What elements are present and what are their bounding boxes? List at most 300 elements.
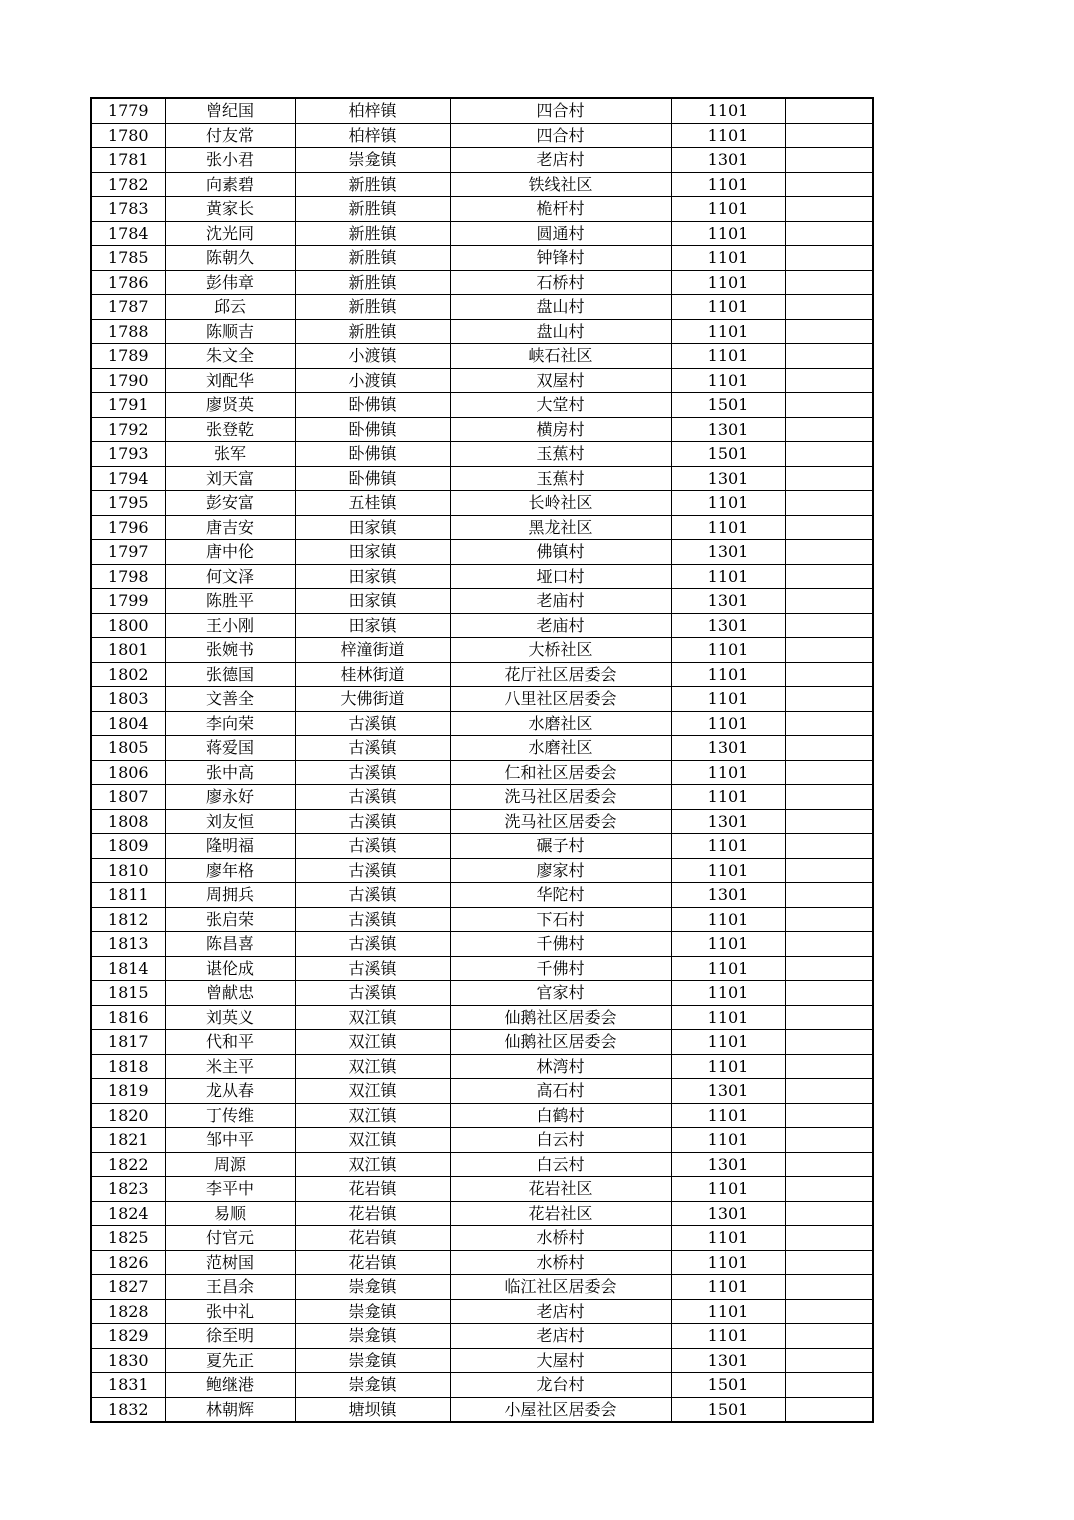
table-row [91,295,873,320]
name-cell: 彭安富 [165,491,295,516]
village-cell: 峡石社区 [450,344,671,369]
code-cell: 1101 [671,1128,785,1153]
code-cell: 1101 [671,932,785,957]
code-cell: 1101 [671,1275,785,1300]
town-cell: 田家镇 [295,540,450,565]
village-cell: 洗马社区居委会 [450,809,671,834]
table-row [91,760,873,785]
note-cell [785,344,873,369]
name-cell: 陈胜平 [165,589,295,614]
town-cell: 崇龛镇 [295,1299,450,1324]
name-cell: 谌伦成 [165,956,295,981]
name-cell: 刘英义 [165,1005,295,1030]
town-cell: 古溪镇 [295,736,450,761]
row-number-cell: 1785 [91,246,165,271]
table-row [91,589,873,614]
name-cell: 周源 [165,1152,295,1177]
code-cell: 1101 [671,907,785,932]
table-row [91,98,873,123]
name-cell: 彭伟章 [165,270,295,295]
code-cell: 1301 [671,589,785,614]
town-cell: 小渡镇 [295,368,450,393]
town-cell: 新胜镇 [295,295,450,320]
note-cell [785,270,873,295]
note-cell [785,1030,873,1055]
village-cell: 仙鹅社区居委会 [450,1005,671,1030]
village-cell: 白云村 [450,1128,671,1153]
village-cell: 老店村 [450,1299,671,1324]
note-cell [785,1103,873,1128]
row-number-cell: 1808 [91,809,165,834]
note-cell [785,711,873,736]
village-cell: 白云村 [450,1152,671,1177]
table-row [91,932,873,957]
table-row [91,319,873,344]
row-number-cell: 1818 [91,1054,165,1079]
table-row [91,956,873,981]
name-cell: 文善全 [165,687,295,712]
table-row [91,1324,873,1349]
table-row [91,491,873,516]
row-number-cell: 1789 [91,344,165,369]
name-cell: 徐至明 [165,1324,295,1349]
row-number-cell: 1781 [91,148,165,173]
name-cell: 刘天富 [165,466,295,491]
town-cell: 双江镇 [295,1030,450,1055]
note-cell [785,760,873,785]
note-cell [785,981,873,1006]
name-cell: 邱云 [165,295,295,320]
row-number-cell: 1784 [91,221,165,246]
row-number-cell: 1810 [91,858,165,883]
name-cell: 付官元 [165,1226,295,1251]
name-cell: 张中高 [165,760,295,785]
village-cell: 老店村 [450,148,671,173]
name-cell: 陈朝久 [165,246,295,271]
table-row [91,1397,873,1422]
table-row [91,246,873,271]
row-number-cell: 1782 [91,172,165,197]
name-cell: 龙从春 [165,1079,295,1104]
note-cell [785,1177,873,1202]
code-cell: 1101 [671,687,785,712]
code-cell: 1501 [671,1397,785,1422]
name-cell: 张小君 [165,148,295,173]
note-cell [785,98,873,123]
row-number-cell: 1812 [91,907,165,932]
table-row [91,907,873,932]
row-number-cell: 1814 [91,956,165,981]
table-row [91,344,873,369]
town-cell: 古溪镇 [295,956,450,981]
town-cell: 古溪镇 [295,809,450,834]
row-number-cell: 1825 [91,1226,165,1251]
town-cell: 古溪镇 [295,858,450,883]
town-cell: 田家镇 [295,589,450,614]
name-cell: 向素碧 [165,172,295,197]
row-number-cell: 1819 [91,1079,165,1104]
name-cell: 刘友恒 [165,809,295,834]
code-cell: 1101 [671,564,785,589]
table-row [91,1079,873,1104]
row-number-cell: 1801 [91,638,165,663]
village-cell: 水磨社区 [450,736,671,761]
row-number-cell: 1811 [91,883,165,908]
village-cell: 水桥村 [450,1226,671,1251]
code-cell: 1301 [671,736,785,761]
table-row [91,515,873,540]
town-cell: 新胜镇 [295,319,450,344]
note-cell [785,1250,873,1275]
town-cell: 新胜镇 [295,172,450,197]
table-row [91,1030,873,1055]
table-row [91,638,873,663]
row-number-cell: 1797 [91,540,165,565]
town-cell: 卧佛镇 [295,442,450,467]
code-cell: 1101 [671,785,785,810]
row-number-cell: 1798 [91,564,165,589]
note-cell [785,1054,873,1079]
table-row [91,368,873,393]
village-cell: 下石村 [450,907,671,932]
row-number-cell: 1795 [91,491,165,516]
code-cell: 1101 [671,368,785,393]
note-cell [785,1152,873,1177]
village-cell: 老店村 [450,1324,671,1349]
table-row [91,687,873,712]
village-cell: 白鹤村 [450,1103,671,1128]
town-cell: 古溪镇 [295,907,450,932]
name-cell: 李向荣 [165,711,295,736]
note-cell [785,1226,873,1251]
code-cell: 1101 [671,1250,785,1275]
table-row [91,442,873,467]
code-cell: 1101 [671,98,785,123]
table-row [91,711,873,736]
name-cell: 李平中 [165,1177,295,1202]
row-number-cell: 1807 [91,785,165,810]
village-cell: 四合村 [450,98,671,123]
note-cell [785,417,873,442]
note-cell [785,221,873,246]
table-row [91,123,873,148]
code-cell: 1101 [671,662,785,687]
village-cell: 大堂村 [450,393,671,418]
note-cell [785,1299,873,1324]
town-cell: 双江镇 [295,1103,450,1128]
table-row [91,981,873,1006]
code-cell: 1101 [671,197,785,222]
town-cell: 田家镇 [295,515,450,540]
code-cell: 1301 [671,1152,785,1177]
name-cell: 曾献忠 [165,981,295,1006]
name-cell: 唐吉安 [165,515,295,540]
village-cell: 水磨社区 [450,711,671,736]
village-cell: 临江社区居委会 [450,1275,671,1300]
code-cell: 1101 [671,344,785,369]
note-cell [785,1005,873,1030]
town-cell: 崇龛镇 [295,1275,450,1300]
row-number-cell: 1779 [91,98,165,123]
village-cell: 洗马社区居委会 [450,785,671,810]
note-cell [785,1373,873,1398]
table-row [91,1103,873,1128]
table-row [91,417,873,442]
note-cell [785,540,873,565]
table-row [91,466,873,491]
code-cell: 1101 [671,515,785,540]
village-cell: 官家村 [450,981,671,1006]
note-cell [785,883,873,908]
note-cell [785,197,873,222]
village-cell: 林湾村 [450,1054,671,1079]
code-cell: 1301 [671,466,785,491]
table-row [91,393,873,418]
table-row [91,221,873,246]
table-row [91,148,873,173]
town-cell: 新胜镇 [295,270,450,295]
village-cell: 黑龙社区 [450,515,671,540]
note-cell [785,956,873,981]
row-number-cell: 1823 [91,1177,165,1202]
note-cell [785,123,873,148]
village-cell: 仙鹅社区居委会 [450,1030,671,1055]
name-cell: 周拥兵 [165,883,295,908]
town-cell: 双江镇 [295,1005,450,1030]
town-cell: 柏梓镇 [295,98,450,123]
town-cell: 新胜镇 [295,246,450,271]
table-row [91,1152,873,1177]
code-cell: 1101 [671,246,785,271]
name-cell: 廖永好 [165,785,295,810]
row-number-cell: 1780 [91,123,165,148]
note-cell [785,491,873,516]
name-cell: 张中礼 [165,1299,295,1324]
village-cell: 千佛村 [450,956,671,981]
note-cell [785,148,873,173]
row-number-cell: 1813 [91,932,165,957]
name-cell: 丁传维 [165,1103,295,1128]
note-cell [785,319,873,344]
row-number-cell: 1809 [91,834,165,859]
row-number-cell: 1786 [91,270,165,295]
table-row [91,883,873,908]
code-cell: 1301 [671,1201,785,1226]
name-cell: 夏先正 [165,1348,295,1373]
row-number-cell: 1791 [91,393,165,418]
row-number-cell: 1817 [91,1030,165,1055]
code-cell: 1101 [671,1226,785,1251]
row-number-cell: 1827 [91,1275,165,1300]
code-cell: 1501 [671,1373,785,1398]
note-cell [785,1275,873,1300]
code-cell: 1301 [671,883,785,908]
town-cell: 双江镇 [295,1152,450,1177]
name-cell: 蒋爱国 [165,736,295,761]
row-number-cell: 1788 [91,319,165,344]
row-number-cell: 1826 [91,1250,165,1275]
row-number-cell: 1824 [91,1201,165,1226]
village-cell: 花岩社区 [450,1201,671,1226]
row-number-cell: 1820 [91,1103,165,1128]
town-cell: 新胜镇 [295,197,450,222]
code-cell: 1101 [671,1030,785,1055]
note-cell [785,393,873,418]
note-cell [785,907,873,932]
name-cell: 范树国 [165,1250,295,1275]
table-row [91,540,873,565]
row-number-cell: 1790 [91,368,165,393]
note-cell [785,785,873,810]
name-cell: 代和平 [165,1030,295,1055]
note-cell [785,809,873,834]
code-cell: 1101 [671,858,785,883]
table-row [91,1177,873,1202]
table-row [91,197,873,222]
table-row [91,1250,873,1275]
town-cell: 花岩镇 [295,1177,450,1202]
note-cell [785,589,873,614]
town-cell: 卧佛镇 [295,417,450,442]
row-number-cell: 1830 [91,1348,165,1373]
town-cell: 花岩镇 [295,1250,450,1275]
village-cell: 老庙村 [450,613,671,638]
name-cell: 廖年格 [165,858,295,883]
name-cell: 张军 [165,442,295,467]
town-cell: 柏梓镇 [295,123,450,148]
table-row [91,1348,873,1373]
table-row [91,1299,873,1324]
code-cell: 1301 [671,148,785,173]
name-cell: 何文泽 [165,564,295,589]
row-number-cell: 1805 [91,736,165,761]
village-cell: 钟锋村 [450,246,671,271]
village-cell: 垭口村 [450,564,671,589]
town-cell: 小渡镇 [295,344,450,369]
name-cell: 陈顺吉 [165,319,295,344]
name-cell: 廖贤英 [165,393,295,418]
code-cell: 1101 [671,760,785,785]
name-cell: 林朝辉 [165,1397,295,1422]
town-cell: 崇龛镇 [295,148,450,173]
village-cell: 大桥社区 [450,638,671,663]
row-number-cell: 1803 [91,687,165,712]
village-cell: 盘山村 [450,295,671,320]
town-cell: 大佛街道 [295,687,450,712]
code-cell: 1101 [671,638,785,663]
village-cell: 水桥村 [450,1250,671,1275]
town-cell: 田家镇 [295,564,450,589]
village-cell: 碾子村 [450,834,671,859]
row-number-cell: 1821 [91,1128,165,1153]
name-cell: 沈光同 [165,221,295,246]
code-cell: 1101 [671,270,785,295]
town-cell: 花岩镇 [295,1226,450,1251]
note-cell [785,1201,873,1226]
village-cell: 廖家村 [450,858,671,883]
code-cell: 1101 [671,319,785,344]
village-cell: 四合村 [450,123,671,148]
note-cell [785,295,873,320]
town-cell: 古溪镇 [295,883,450,908]
town-cell: 花岩镇 [295,1201,450,1226]
note-cell [785,246,873,271]
town-cell: 卧佛镇 [295,466,450,491]
table-row [91,1226,873,1251]
name-cell: 陈昌喜 [165,932,295,957]
name-cell: 邹中平 [165,1128,295,1153]
town-cell: 古溪镇 [295,711,450,736]
code-cell: 1501 [671,442,785,467]
table-row [91,172,873,197]
note-cell [785,1079,873,1104]
table-row [91,1005,873,1030]
name-cell: 黄家长 [165,197,295,222]
village-cell: 玉蕉村 [450,442,671,467]
village-cell: 八里社区居委会 [450,687,671,712]
name-cell: 张登乾 [165,417,295,442]
town-cell: 卧佛镇 [295,393,450,418]
row-number-cell: 1799 [91,589,165,614]
row-number-cell: 1802 [91,662,165,687]
table-row [91,1054,873,1079]
code-cell: 1101 [671,491,785,516]
code-cell: 1101 [671,1054,785,1079]
table-row [91,613,873,638]
town-cell: 五桂镇 [295,491,450,516]
row-number-cell: 1787 [91,295,165,320]
name-cell: 易顺 [165,1201,295,1226]
row-number-cell: 1822 [91,1152,165,1177]
note-cell [785,1348,873,1373]
note-cell [785,1397,873,1422]
village-cell: 华陀村 [450,883,671,908]
table-row [91,1201,873,1226]
village-cell: 龙台村 [450,1373,671,1398]
note-cell [785,466,873,491]
village-cell: 佛镇村 [450,540,671,565]
town-cell: 古溪镇 [295,834,450,859]
name-cell: 张启荣 [165,907,295,932]
table-row [91,736,873,761]
town-cell: 古溪镇 [295,981,450,1006]
note-cell [785,736,873,761]
name-cell: 隆明福 [165,834,295,859]
name-cell: 刘配华 [165,368,295,393]
note-cell [785,687,873,712]
row-number-cell: 1806 [91,760,165,785]
data-table [90,97,874,1423]
note-cell [785,858,873,883]
code-cell: 1501 [671,393,785,418]
name-cell: 鲍继港 [165,1373,295,1398]
note-cell [785,613,873,638]
table-row [91,270,873,295]
row-number-cell: 1796 [91,515,165,540]
name-cell: 朱文全 [165,344,295,369]
village-cell: 横房村 [450,417,671,442]
town-cell: 崇龛镇 [295,1324,450,1349]
village-cell: 千佛村 [450,932,671,957]
town-cell: 新胜镇 [295,221,450,246]
village-cell: 盘山村 [450,319,671,344]
village-cell: 老庙村 [450,589,671,614]
town-cell: 崇龛镇 [295,1373,450,1398]
code-cell: 1301 [671,809,785,834]
village-cell: 铁线社区 [450,172,671,197]
village-cell: 圆通村 [450,221,671,246]
village-cell: 双屋村 [450,368,671,393]
